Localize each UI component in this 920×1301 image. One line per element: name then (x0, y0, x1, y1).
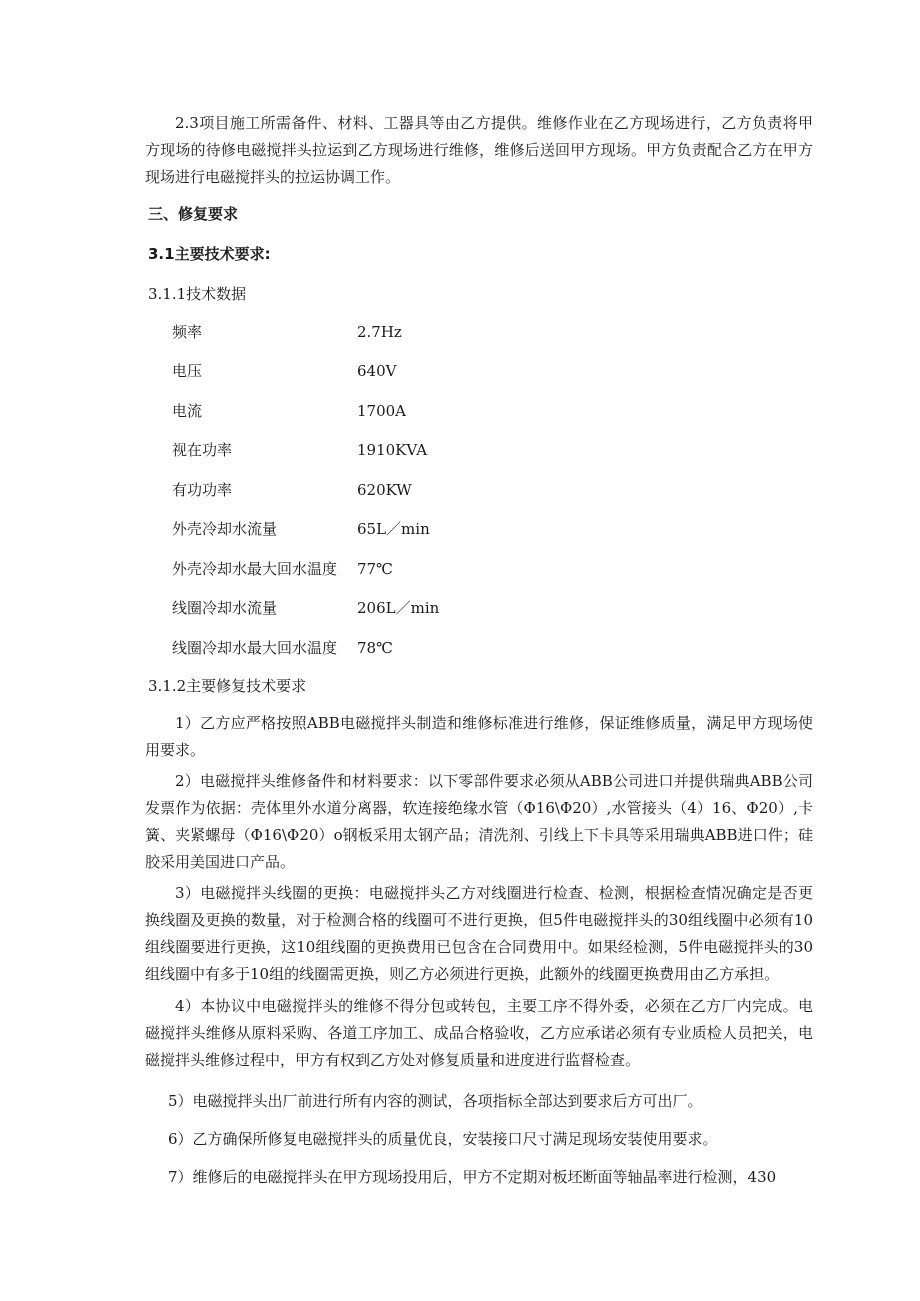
spec-value: 1910KVA (357, 441, 428, 459)
spec-value: 640V (357, 362, 397, 380)
spec-value: 2.7Hz (357, 323, 402, 341)
section-3-1-heading: 3.1主要技术要求: (148, 245, 271, 263)
spec-label: 频率 (172, 323, 203, 341)
requirement-4: 4）本协议中电磁搅拌头的维修不得分包或转包，主要工序不得外委，必须在乙方厂内完成。电磁搅拌头维修从原料采购、各道工序加工、成品合格验收，乙方应承诺必须有专业质检人员把关，电磁搅拌头维修过程中，甲方有权到乙方处对修复质量和进度进行监督检查。 (145, 997, 813, 1069)
spec-row (172, 598, 572, 618)
requirement-7: 7）维修后的电磁搅拌头在甲方现场投用后，甲方不定期对板坯断面等轴晶率进行检测，430 (168, 1168, 777, 1186)
spec-row (172, 519, 572, 539)
requirement-1: 1）乙方应严格按照ABB电磁搅拌头制造和维修标准进行维修，保证维修质量，满足甲方现场使用要求。 (145, 714, 813, 759)
spec-label: 电流 (172, 402, 203, 420)
spec-label: 外壳冷却水最大回水温度 (172, 560, 338, 578)
spec-row (172, 361, 572, 381)
spec-value: 620KW (357, 481, 412, 499)
section-3-heading: 三、修复要求 (148, 205, 239, 223)
requirement-5: 5）电磁搅拌头出厂前进行所有内容的测试，各项指标全部达到要求后方可出厂。 (168, 1092, 703, 1110)
spec-row (172, 401, 572, 421)
spec-row (172, 559, 572, 579)
spec-value: 206L／min (357, 599, 440, 617)
spec-row (172, 480, 572, 500)
section-3-1-2-heading: 3.1.2主要修复技术要求 (148, 677, 307, 695)
spec-value: 1700A (357, 402, 407, 420)
spec-row (172, 638, 572, 658)
section-2-3-paragraph: 2.3项目施工所需备件、材料、工器具等由乙方提供。维修作业在乙方现场进行，乙方负责将甲方现场的待修电磁搅拌头拉运到乙方现场进行维修，维修后送回甲方现场。甲方负责配合乙方在甲方现场进行电磁搅拌头的拉运协调工作。 (145, 114, 813, 186)
spec-value: 77℃ (357, 560, 393, 578)
spec-label: 外壳冷却水流量 (172, 520, 278, 538)
spec-label: 线圈冷却水最大回水温度 (172, 639, 338, 657)
section-3-1-1-heading: 3.1.1技术数据 (148, 285, 247, 303)
spec-label: 线圈冷却水流量 (172, 599, 278, 617)
spec-label: 视在功率 (172, 441, 233, 459)
requirement-3: 3）电磁搅拌头线圈的更换：电磁搅拌头乙方对线圈进行检查、检测，根据检查情况确定是否更换线圈及更换的数量，对于检测合格的线圈可不进行更换，但5件电磁搅拌头的30组线圈中必须有10组线圈要进行更换，这10组线圈的更换费用已包含在合同费用中。如果经检测，5件电磁搅拌头的30组线圈中有多于10组的线圈需更换，则乙方必须进行更换，此额外的线圈更换费用由乙方承担。 (145, 884, 813, 983)
spec-value: 65L／min (357, 520, 430, 538)
requirement-2: 2）电磁搅拌头维修备件和材料要求：以下零部件要求必须从ABB公司进口并提供瑞典ABB公司发票作为依据：壳体里外水道分离器，软连接绝缘水管（Φ16\Φ20）,水管接头（4）16、Φ20）,卡簧、夹紧螺母（Φ16\Φ20）o钢板采用太钢产品；清洗剂、引线上下卡具等采用瑞典ABB进口件；硅胶采用美国进口产品。 (145, 772, 813, 871)
requirement-6: 6）乙方确保所修复电磁搅拌头的质量优良，安装接口尺寸满足现场安装使用要求。 (168, 1130, 718, 1148)
spec-row (172, 440, 572, 460)
spec-row (172, 322, 572, 342)
spec-label: 电压 (172, 362, 203, 380)
spec-value: 78℃ (357, 639, 393, 657)
spec-label: 有功功率 (172, 481, 233, 499)
